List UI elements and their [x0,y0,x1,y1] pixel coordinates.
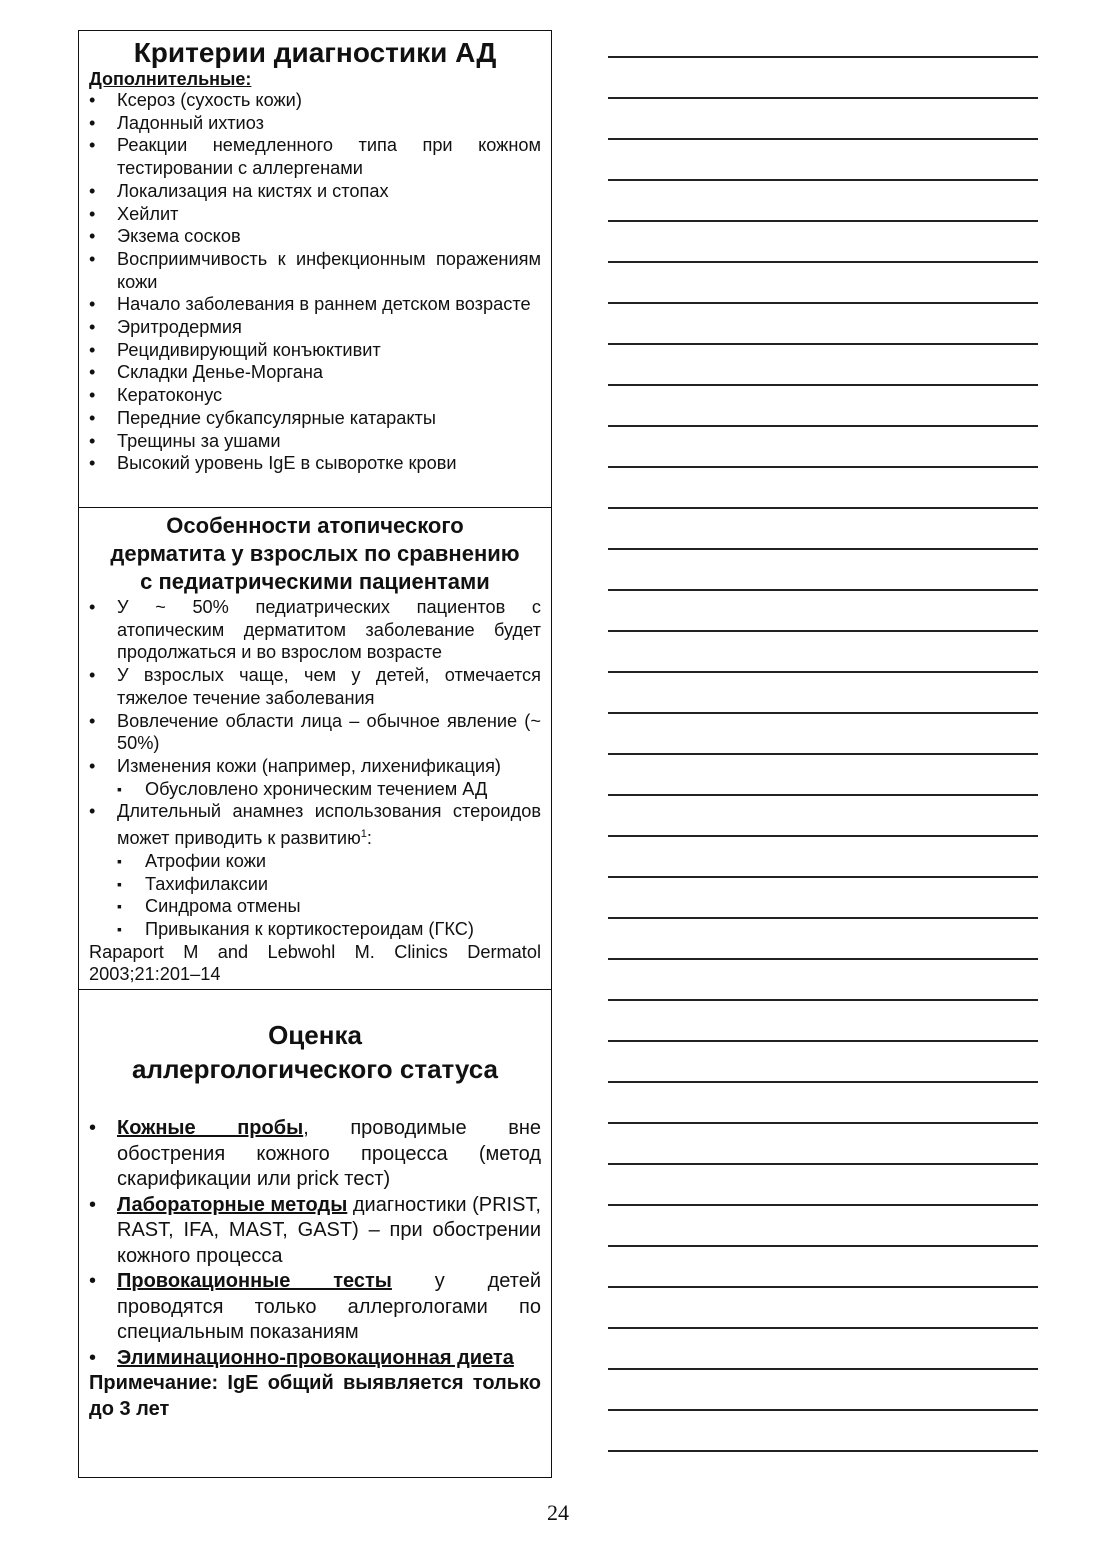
ruled-line [608,1245,1038,1247]
ruled-line [608,712,1038,714]
ruled-line [608,753,1038,755]
ruled-line [608,1122,1038,1124]
ruled-line [608,507,1038,509]
list-item: • Рецидивирующий конъюктивит [89,339,541,362]
ruled-line [608,1327,1038,1329]
method-name: Провокационные тесты [117,1270,392,1292]
method-desc: диагностики (PRIST, RAST, IFA, MAST, GAST) – при обострении кожного процесса [117,1193,541,1267]
ruled-line [608,589,1038,591]
ruled-line [608,917,1038,919]
ruled-line [608,97,1038,99]
ruled-line [608,261,1038,263]
list-item: • Изменения кожи (например, лихенификация) [89,755,541,778]
ruled-line [608,630,1038,632]
list-item: • Складки Денье-Моргана [89,361,541,384]
list-item [89,1346,541,1372]
sub-list-item: ▪ Тахифилаксии [89,873,541,896]
ruled-line [608,671,1038,673]
list-item [89,1193,541,1270]
ruled-line [608,999,1038,1001]
list-item: • Восприимчивость к инфекционным поражениям кожи [89,248,541,293]
ruled-line [608,425,1038,427]
list-item: • Кератоконус [89,384,541,407]
section3-title-line1: Оценка [268,1020,362,1050]
list-item: • У взрослых чаще, чем у детей, отмечается тяжелое течение заболевания [89,664,541,709]
page-number: 24 [547,1500,569,1525]
section1-title: Критерии диагностики АД [133,37,497,68]
ruled-line [608,1368,1038,1370]
method-desc: , проводимые вне обострения кожного процесса (метод скарификации или prick тест) [117,1117,541,1190]
ruled-line [608,548,1038,550]
list-item: • Передние субкапсулярные катаракты [89,407,541,430]
ruled-line [608,466,1038,468]
list-item: • Эритродермия [89,316,541,339]
methods-list [89,1116,541,1371]
reference: Rapaport M and Lebwohl M. Clinics Dermatol 2003;21:201–14 [89,941,541,985]
list-item [89,1116,541,1193]
list-item: • Ксероз (сухость кожи) [89,89,541,112]
sub-list-item: ▪ Атрофии кожи [89,850,541,873]
ruled-line [608,958,1038,960]
ruled-line [608,1204,1038,1206]
criteria-list [89,89,541,475]
ruled-line [608,835,1038,837]
section2-title-line3: с педиатрическими пациентами [140,569,490,594]
features-list [89,596,541,941]
list-item: • Экзема сосков [89,225,541,248]
ruled-line [608,1286,1038,1288]
section1-subtitle: Дополнительные: [89,69,252,89]
list-item: • Реакции немедленного типа при кожном тестировании с аллергенами [89,134,541,179]
method-name: Лабораторные методы [117,1193,348,1216]
list-item: • Трещины за ушами [89,430,541,453]
method-name: Элиминационно-провокационная диета [117,1346,514,1369]
ruled-line [608,56,1038,58]
ruled-line [608,1163,1038,1165]
list-item: • У ~ 50% педиатрических пациентов с атопическим дерматитом заболевание будет продолжаться и во взрослом возрасте [89,596,541,664]
ruled-line [608,1081,1038,1083]
section3-title-line2: аллергологического статуса [132,1054,498,1084]
steroids-text: Длительный анамнез использования стероидов может приводить к развитию [117,801,541,849]
list-item-steroids [89,800,541,849]
sub-list-item: ▪ Синдрома отмены [89,895,541,918]
ruled-line [608,302,1038,304]
note: Примечание: IgE общий выявляется только до 3 лет [89,1372,541,1420]
ruled-line [608,1040,1038,1042]
list-item: • Вовлечение области лица – обычное явление (~ 50%) [89,710,541,755]
list-item: • Ладонный ихтиоз [89,112,541,135]
ruled-line [608,794,1038,796]
adult-features-box [78,508,552,990]
list-item: • Локализация на кистях и стопах [89,180,541,203]
ruled-line [608,1450,1038,1452]
sub-list-item: ▪ Обусловлено хроническим течением АД [89,778,541,801]
list-item [89,1269,541,1346]
ruled-line [608,138,1038,140]
footnote-mark: 1 [360,828,367,841]
section3-title [89,1018,541,1086]
diagnostic-criteria-box [78,30,552,508]
ruled-line [608,384,1038,386]
method-desc: у детей проводятся только аллергологами по специальным показаниям [117,1270,541,1343]
list-item: • Начало заболевания в раннем детском возрасте [89,293,541,316]
section2-title-line2: дерматита у взрослых по сравнению [110,541,520,566]
list-item: • Хейлит [89,203,541,226]
section2-title-line1: Особенности атопического [166,513,464,538]
section2-title [89,512,541,596]
steroids-colon: : [366,828,372,849]
ruled-line [608,343,1038,345]
ruled-line [608,220,1038,222]
ruled-line [608,876,1038,878]
method-name: Кожные пробы [117,1117,304,1139]
sub-list-item: ▪ Привыкания к кортикостероидам (ГКС) [89,918,541,941]
allergy-status-box [78,990,552,1478]
ruled-line [608,1409,1038,1411]
list-item: • Высокий уровень IgE в сыворотке крови [89,452,541,475]
ruled-line [608,179,1038,181]
